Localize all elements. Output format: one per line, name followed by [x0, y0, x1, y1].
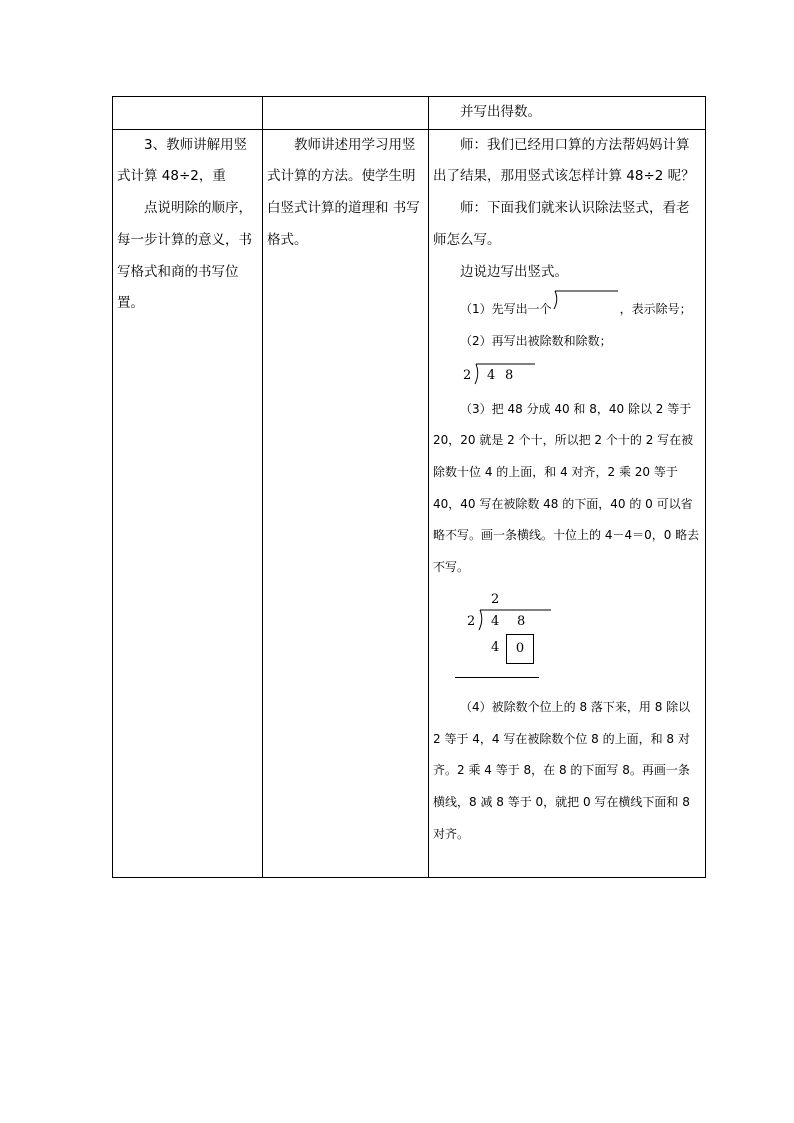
step4: （4）被除数个位上的 8 落下来，用 8 除以 2 等于 4，4 写在被除数个位 8 的上面，和 8 对齐。2 乘 4 等于 8，在 8 的下面写 8。再画一条横线，8 减 8 等于 0，就把 0 写在横线下面和 8 对齐。	[433, 699, 691, 841]
step-title: 3、教师讲解用竖式计算 48÷2，重	[117, 136, 248, 185]
fig2-quotient: 2	[491, 591, 500, 607]
fig2-product-a: 4	[491, 639, 500, 655]
fig2-dividend-b: 8	[517, 613, 526, 629]
table-row	[113, 97, 706, 130]
long-division-figure-1	[433, 358, 701, 394]
cell-teacher-activity	[263, 129, 429, 877]
fig1-divisor: 2	[463, 367, 472, 383]
cell-empty-2	[263, 97, 429, 130]
step1-line	[433, 294, 701, 326]
dialogue-p3: 边说边写出竖式。	[460, 263, 568, 280]
top-text: 并写出得数。	[460, 104, 541, 120]
step1-before: （1）先写出一个	[460, 302, 552, 317]
step-desc: 点说明除的顺序，每一步计算的意义，书写格式和商的书写位置。	[117, 200, 252, 312]
step3: （3）把 48 分成 40 和 8，40 除以 2 等于 20，20 就是 2 个十，所以把 2 个十的 2 写在被除数十位 4 的上面，和 4 对齐，2 乘 20 等于 40，40 写在被除数 48 的下面，40 的 0 可以省略不写。画一条横线。十位上的 4－4＝0，0 略去不写。	[433, 401, 700, 575]
fig2-dividend-a: 4	[491, 613, 500, 629]
cell-dialogue	[429, 129, 706, 877]
fig1-dividend-b: 8	[505, 367, 514, 383]
long-division-figure-2	[433, 584, 701, 688]
step2: （2）再写出被除数和除数；	[460, 333, 612, 348]
fig2-product-b-box	[506, 634, 534, 664]
division-symbol-icon	[552, 295, 620, 315]
dialogue-p1: 师：我们已经用口算的方法帮妈妈计算出了结果，那用竖式该怎样计算 48÷2 呢？	[433, 136, 695, 185]
step1-after: ，表示除号；	[619, 302, 692, 317]
cell-teaching-step	[113, 129, 263, 877]
dialogue-p2: 师：下面我们就来认识除法竖式，看老师怎么写。	[433, 200, 690, 248]
lesson-table	[112, 96, 706, 878]
teacher-activity: 教师讲述用学习用竖式计算的方法。使学生明白竖式计算的道理和 书写格式。	[267, 136, 420, 248]
fig2-underline	[455, 677, 539, 678]
fig2-product-b: 0	[515, 640, 525, 656]
cell-empty-1	[113, 97, 263, 130]
fig2-divisor: 2	[467, 613, 476, 629]
fig2-bracket-icon	[477, 608, 555, 632]
cell-top-text	[429, 97, 706, 130]
fig1-dividend-a: 4	[487, 367, 496, 383]
table-row	[113, 129, 706, 877]
